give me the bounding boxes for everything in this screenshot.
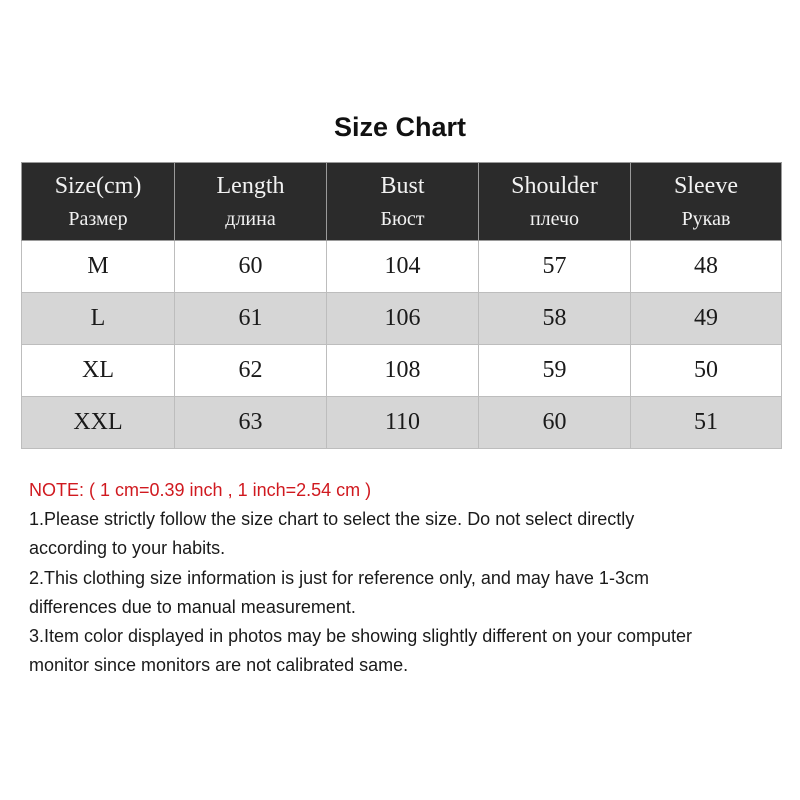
cell-bust: 110: [327, 397, 479, 449]
cell-sleeve: 50: [631, 345, 782, 397]
table-row: [22, 241, 782, 293]
header-length-en: Length: [216, 172, 285, 199]
cell-size: XL: [22, 345, 175, 397]
note-item-2-line-1: 2.This clothing size information is just for reference only, and may have 1-3cm: [29, 567, 649, 588]
table-row: [22, 397, 782, 449]
cell-shoulder: 58: [479, 293, 631, 345]
header-sleeve-ru: Рукав: [681, 207, 731, 230]
cell-shoulder: 60: [479, 397, 631, 449]
header-row: [22, 163, 782, 241]
note-item-1-line-1: 1.Please strictly follow the size chart to select the size. Do not select directly: [29, 509, 635, 530]
cell-length: 61: [175, 293, 327, 345]
cell-shoulder: 57: [479, 241, 631, 293]
cell-size: M: [22, 241, 175, 293]
table-row: [22, 345, 782, 397]
table-row: [22, 293, 782, 345]
header-length-ru: длина: [225, 207, 276, 230]
notes-section: [29, 476, 789, 680]
cell-size: XXL: [22, 397, 175, 449]
cell-sleeve: 49: [631, 293, 782, 345]
cell-size: L: [22, 293, 175, 345]
note-item-3-line-2: monitor since monitors are not calibrated same.: [29, 655, 409, 676]
cell-bust: 108: [327, 345, 479, 397]
header-bust: [327, 163, 479, 241]
cell-shoulder: 59: [479, 345, 631, 397]
cell-length: 60: [175, 241, 327, 293]
cell-bust: 106: [327, 293, 479, 345]
header-sleeve-en: Sleeve: [674, 172, 738, 199]
note-item-1-line-2: according to your habits.: [29, 538, 226, 559]
header-size-en: Size(cm): [54, 172, 142, 199]
size-table: [21, 162, 782, 449]
page-title: Size Chart: [333, 112, 467, 142]
header-size: [22, 163, 175, 241]
header-sleeve: [631, 163, 782, 241]
header-shoulder: [479, 163, 631, 241]
header-bust-ru: Бюст: [380, 207, 425, 230]
cell-sleeve: 51: [631, 397, 782, 449]
cell-length: 62: [175, 345, 327, 397]
header-bust-en: Bust: [380, 172, 425, 199]
header-shoulder-en: Shoulder: [511, 172, 598, 199]
cell-bust: 104: [327, 241, 479, 293]
note-item-2-line-2: differences due to manual measurement.: [29, 596, 356, 617]
cell-sleeve: 48: [631, 241, 782, 293]
header-length: [175, 163, 327, 241]
note-item-3-line-1: 3.Item color displayed in photos may be showing slightly different on your computer: [29, 626, 693, 647]
header-shoulder-ru: плечо: [529, 207, 580, 230]
cell-length: 63: [175, 397, 327, 449]
conversion-note: NOTE: ( 1 cm=0.39 inch , 1 inch=2.54 cm ): [29, 480, 372, 500]
header-size-ru: Размер: [68, 207, 128, 230]
